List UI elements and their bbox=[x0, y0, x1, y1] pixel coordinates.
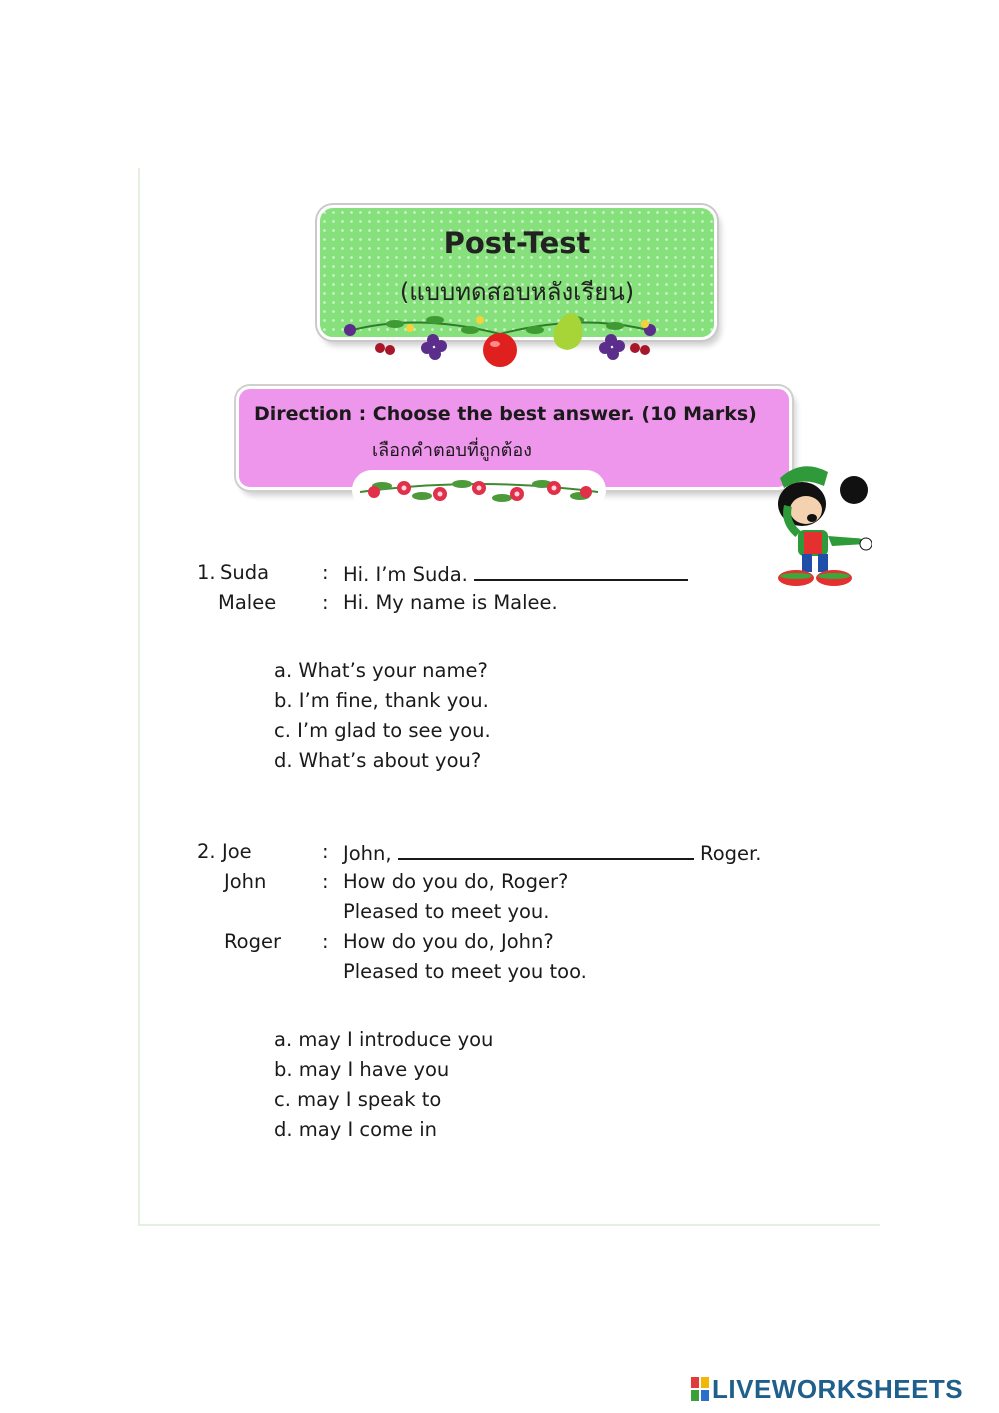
flower-garland-icon bbox=[352, 466, 606, 514]
page-title: Post-Test bbox=[443, 226, 591, 260]
q2-answer-blank[interactable] bbox=[398, 840, 694, 860]
q2-separator-2: : bbox=[322, 870, 329, 893]
q1-separator-2: : bbox=[322, 591, 329, 614]
q1-option-b[interactable]: b. I’m fine, thank you. bbox=[274, 689, 489, 712]
liveworksheets-logo-icon bbox=[691, 1377, 709, 1401]
q2-separator-3: : bbox=[322, 930, 329, 953]
q2-number: 2. bbox=[197, 840, 216, 863]
q1-option-c[interactable]: c. I’m glad to see you. bbox=[274, 719, 491, 742]
q2-option-b[interactable]: b. may I have you bbox=[274, 1058, 450, 1081]
q2-separator-1: : bbox=[322, 840, 329, 863]
q2-option-c[interactable]: c. may I speak to bbox=[274, 1088, 442, 1111]
q1-option-a[interactable]: a. What’s your name? bbox=[274, 659, 488, 682]
page-subtitle: (แบบทดสอบหลังเรียน) bbox=[399, 278, 635, 306]
q1-option-d[interactable]: d. What’s about you? bbox=[274, 749, 482, 772]
q1-line-1 bbox=[343, 561, 688, 586]
direction-thai-text: เลือกคำตอบที่ถูกต้อง bbox=[372, 440, 532, 461]
q1-line-2: Hi. My name is Malee. bbox=[343, 591, 558, 614]
q2-speaker-1: Joe bbox=[222, 840, 252, 863]
q1-speaker-1: Suda bbox=[220, 561, 270, 584]
q2-line-1 bbox=[343, 840, 761, 865]
watermark-text: LIVEWORKSHEETS bbox=[712, 1373, 964, 1404]
q1-number: 1. bbox=[197, 561, 216, 584]
q1-line-1-text: Hi. I’m Suda. bbox=[343, 563, 468, 586]
q2-line-1-after: Roger. bbox=[700, 842, 762, 865]
q2-speaker-3: Roger bbox=[224, 930, 281, 953]
cartoon-mouse-icon bbox=[762, 452, 872, 592]
q2-line-2b: Pleased to meet you. bbox=[343, 900, 550, 923]
q2-option-d[interactable]: d. may I come in bbox=[274, 1118, 438, 1141]
direction-text: Direction : Choose the best answer. (10 Marks) bbox=[254, 403, 757, 425]
fruit-garland-icon bbox=[335, 302, 665, 374]
q1-speaker-2: Malee bbox=[218, 591, 277, 614]
q2-option-a[interactable]: a. may I introduce you bbox=[274, 1028, 494, 1051]
q1-answer-blank[interactable] bbox=[474, 561, 688, 581]
q1-separator-1: : bbox=[322, 561, 329, 584]
q2-line-2: How do you do, Roger? bbox=[343, 870, 569, 893]
q2-line-1-before: John, bbox=[343, 842, 392, 865]
liveworksheets-watermark[interactable] bbox=[691, 1374, 963, 1404]
q2-speaker-2: John bbox=[224, 870, 267, 893]
q2-line-3b: Pleased to meet you too. bbox=[343, 960, 587, 983]
q2-line-3: How do you do, John? bbox=[343, 930, 554, 953]
